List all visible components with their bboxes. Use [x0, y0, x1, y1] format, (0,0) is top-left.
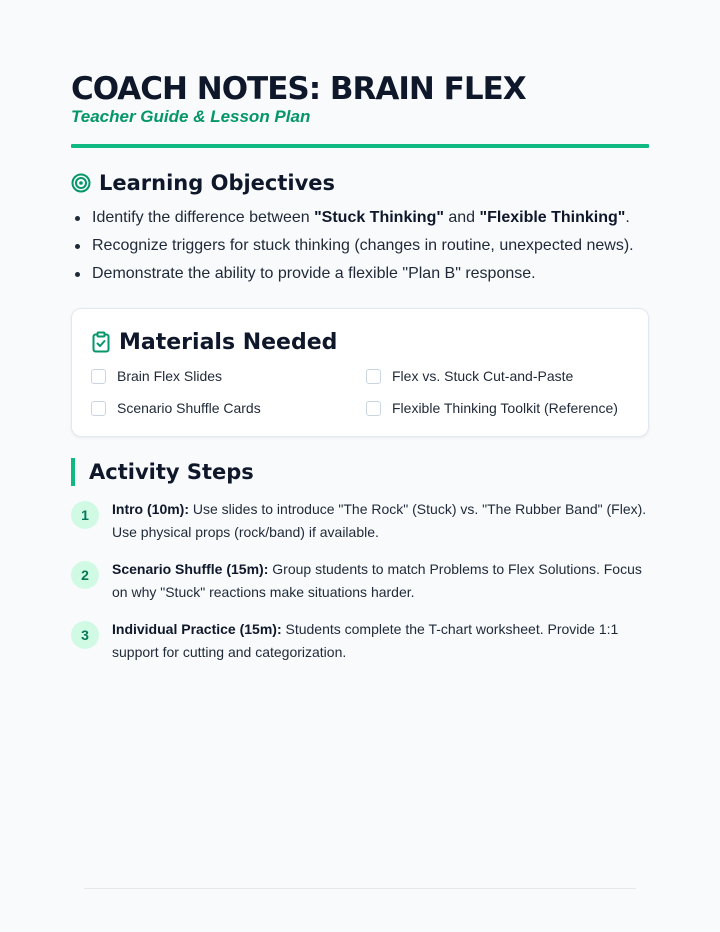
materials-header [91, 326, 337, 358]
clipboard-check-icon [91, 331, 111, 353]
steps-heading: Activity Steps [89, 460, 254, 484]
step-title: Scenario Shuffle (15m): [112, 561, 269, 577]
objective-emphasis: "Flexible Thinking" [479, 209, 626, 226]
objective-text: and [443, 209, 480, 226]
material-item[interactable] [91, 366, 222, 386]
materials-heading: Materials Needed [119, 329, 338, 355]
objective-item [71, 204, 634, 232]
page-title: COACH NOTES: BRAIN FLEX [71, 71, 526, 107]
page-subtitle: Teacher Guide & Lesson Plan [71, 107, 311, 126]
material-label: Flex vs. Stuck Cut-and-Paste [392, 368, 574, 384]
material-item[interactable] [366, 366, 573, 386]
material-item[interactable] [366, 398, 618, 418]
steps-accent-bar [71, 458, 75, 486]
objectives-header [71, 168, 335, 198]
step-body: Students complete the T-chart worksheet. Provide 1:1 support for cutting and categorization. [112, 621, 619, 660]
objective-item [71, 232, 634, 260]
material-label: Brain Flex Slides [117, 368, 223, 384]
steps-header [71, 458, 254, 486]
objective-text: Recognize triggers for stuck thinking (changes in routine, unexpected news). [92, 237, 634, 254]
step-number-badge: 2 [71, 561, 99, 589]
material-checkbox[interactable] [91, 369, 106, 384]
step-text [112, 618, 652, 664]
objective-text: Identify the difference between [92, 209, 315, 226]
material-label: Scenario Shuffle Cards [117, 400, 261, 416]
material-checkbox[interactable] [366, 369, 381, 384]
objective-emphasis: "Stuck Thinking" [314, 209, 444, 226]
objective-text: Demonstrate the ability to provide a flexible "Plan B" response. [92, 265, 536, 282]
step-text [112, 498, 652, 544]
material-label: Flexible Thinking Toolkit (Reference) [392, 400, 618, 416]
material-checkbox[interactable] [366, 401, 381, 416]
step-number-badge: 3 [71, 621, 99, 649]
objective-item [71, 260, 634, 288]
objectives-list [71, 204, 634, 288]
target-icon [71, 173, 91, 193]
material-checkbox[interactable] [91, 401, 106, 416]
step-text [112, 558, 652, 604]
materials-card [71, 308, 649, 437]
header-divider [71, 144, 649, 148]
step-body: Group students to match Problems to Flex Solutions. Focus on why "Stuck" reactions make situations harder. [112, 561, 642, 600]
step-title: Individual Practice (15m): [112, 621, 282, 637]
material-item[interactable] [91, 398, 261, 418]
step-title: Intro (10m): [112, 501, 189, 517]
objective-text: . [625, 209, 630, 226]
objectives-heading: Learning Objectives [99, 171, 336, 195]
step-number-badge: 1 [71, 501, 99, 529]
footer-divider [84, 888, 636, 889]
step-body: Use slides to introduce "The Rock" (Stuck) vs. "The Rubber Band" (Flex). Use physical props (rock/band) if available. [112, 501, 647, 540]
